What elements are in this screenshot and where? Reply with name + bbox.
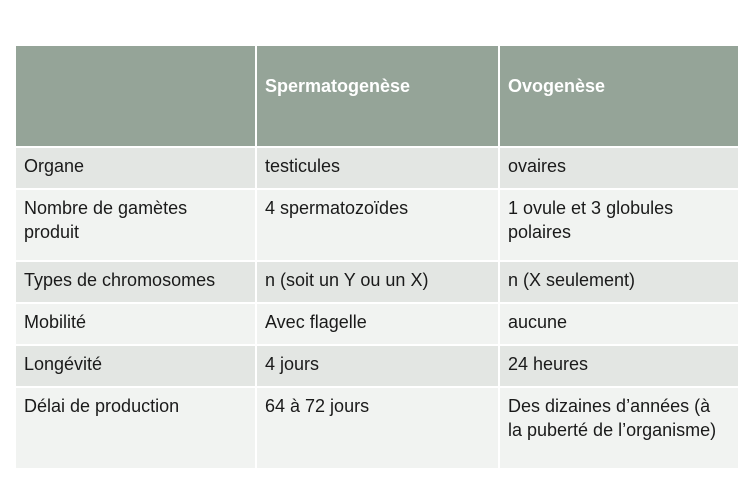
row-label: Nombre de gamètes produit: [15, 189, 256, 261]
cell-spermatogenese: 64 à 72 jours: [256, 387, 499, 469]
cell-spermatogenese: 4 spermatozoïdes: [256, 189, 499, 261]
cell-ovogenese: Des dizaines d’années (à la puberté de l’organisme): [499, 387, 739, 469]
header-ovogenese: Ovogenèse: [499, 45, 739, 147]
row-label: Longévité: [15, 345, 256, 387]
cell-spermatogenese: n (soit un Y ou un X): [256, 261, 499, 303]
cell-ovogenese: 24 heures: [499, 345, 739, 387]
table-row: [15, 345, 739, 387]
table-header-row: [15, 45, 739, 147]
table-row: [15, 261, 739, 303]
table-row: [15, 387, 739, 469]
cell-spermatogenese: 4 jours: [256, 345, 499, 387]
row-label: Délai de production: [15, 387, 256, 469]
cell-spermatogenese: testicules: [256, 147, 499, 189]
row-label: Mobilité: [15, 303, 256, 345]
comparison-table: [14, 44, 740, 470]
header-spermatogenese: Spermatogenèse: [256, 45, 499, 147]
comparison-table-container: [14, 44, 738, 470]
cell-ovogenese: aucune: [499, 303, 739, 345]
table-row: [15, 189, 739, 261]
cell-spermatogenese: Avec flagelle: [256, 303, 499, 345]
table-row: [15, 147, 739, 189]
cell-ovogenese: ovaires: [499, 147, 739, 189]
header-empty-cell: [15, 45, 256, 147]
row-label: Types de chromosomes: [15, 261, 256, 303]
cell-ovogenese: 1 ovule et 3 globules polaires: [499, 189, 739, 261]
cell-ovogenese: n (X seulement): [499, 261, 739, 303]
table-row: [15, 303, 739, 345]
row-label: Organe: [15, 147, 256, 189]
